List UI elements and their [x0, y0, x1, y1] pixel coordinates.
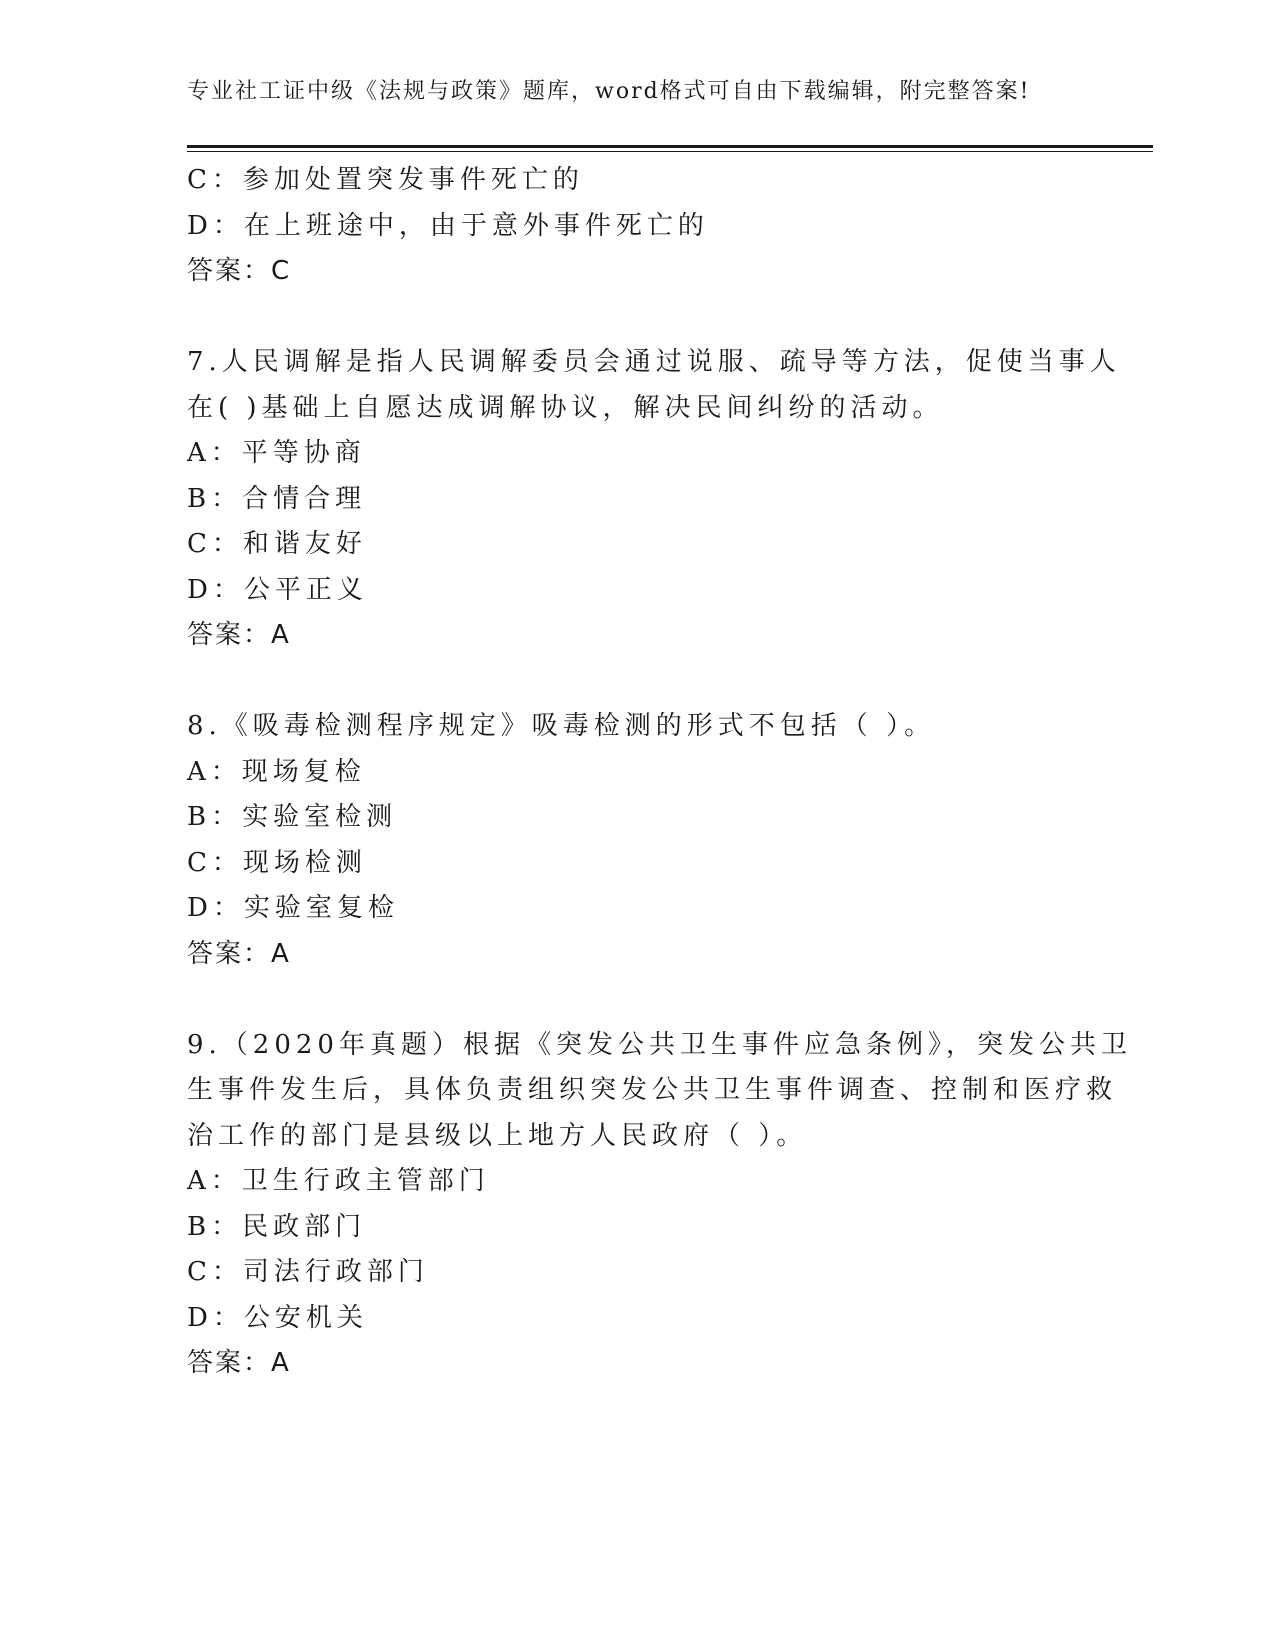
question-7 — [187, 340, 1121, 659]
question-stem-line: 7.人民调解是指人民调解委员会通过说服、疏导等方法，促使当事人 — [187, 347, 1121, 377]
option-b: B：民政部门 — [187, 1211, 367, 1242]
question-stem-line: 生事件发生后，具体负责组织突发公共卫生事件调查、控制和医疗救 — [187, 1075, 1118, 1105]
question-9 — [187, 1023, 1132, 1387]
question-stem-line: 9.（2020年真题）根据《突发公共卫生事件应急条例》，突发公共卫 — [187, 1029, 1132, 1060]
spacer — [187, 295, 1087, 341]
page-header: 专业社工证中级《法规与政策》题库，word格式可自由下载编辑，附完整答案! — [187, 79, 1031, 104]
question-content — [187, 158, 1132, 1387]
answer-line: 答案：C — [187, 256, 292, 286]
spacer — [187, 659, 1087, 705]
prev-question-tail — [187, 158, 1087, 295]
option-a: A：现场复检 — [187, 756, 366, 787]
option-d: D：公安机关 — [187, 1302, 368, 1333]
question-8 — [187, 704, 1087, 977]
header-rule-thick — [187, 145, 1153, 148]
answer-line: 答案：A — [187, 1348, 291, 1378]
option-b: B：合情合理 — [187, 483, 367, 514]
option-b: B：实验室检测 — [187, 802, 398, 832]
option-c: C：参加处置突发事件死亡的 — [187, 165, 584, 195]
option-d: D：实验室复检 — [187, 893, 399, 923]
option-c: C：现场检测 — [187, 847, 367, 878]
option-a: A：卫生行政主管部门 — [187, 1166, 490, 1196]
option-d: D：在上班途中，由于意外事件死亡的 — [187, 210, 709, 241]
option-d: D：公平正义 — [187, 574, 368, 605]
question-stem-line: 8.《吸毒检测程序规定》吸毒检测的形式不包括（ ）。 — [187, 711, 936, 741]
option-c: C：司法行政部门 — [187, 1257, 429, 1287]
answer-line: 答案：A — [187, 620, 291, 650]
question-stem-line: 治工作的部门是县级以上地方人民政府（ ）。 — [187, 1120, 808, 1151]
question-stem-line: 在( )基础上自愿达成调解协议，解决民间纠纷的活动。 — [187, 392, 944, 423]
option-c: C：和谐友好 — [187, 529, 367, 559]
answer-line: 答案：A — [187, 938, 291, 969]
option-a: A：平等协商 — [187, 438, 366, 468]
header-rule-thin — [187, 151, 1153, 152]
spacer — [187, 977, 1087, 1023]
